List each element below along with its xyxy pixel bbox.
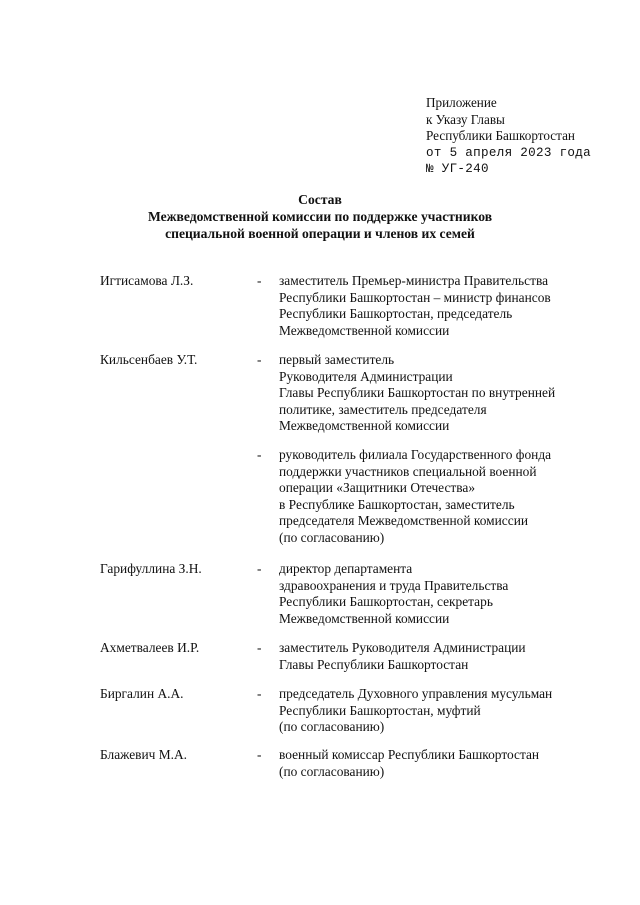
member-name: Ахметвалеев И.Р. bbox=[100, 640, 200, 655]
member-role bbox=[279, 273, 599, 339]
role-line: председатель Духовного управления мусульман bbox=[279, 686, 553, 701]
appendix-line: Приложение bbox=[426, 95, 497, 110]
role-line: директор департамента bbox=[279, 561, 413, 576]
member-dash: - bbox=[257, 640, 262, 655]
role-line: Республики Башкортостан, муфтий bbox=[279, 702, 481, 718]
role-line: операции «Защитники Отечества» bbox=[279, 480, 476, 496]
role-line: Руководителя Администрации bbox=[279, 368, 453, 384]
appendix-line: к Указу Главы bbox=[426, 111, 505, 127]
role-line: первый заместитель bbox=[279, 352, 395, 367]
role-line: Республики Башкортостан – министр финансов bbox=[279, 289, 551, 305]
member-dash: - bbox=[257, 686, 262, 701]
member-dash: - bbox=[257, 447, 262, 462]
member-role bbox=[279, 447, 599, 547]
member-role bbox=[279, 640, 599, 673]
role-line: Главы Республики Башкортостан bbox=[279, 656, 469, 672]
member-name: Гарифуллина З.Н. bbox=[100, 561, 202, 576]
member-role bbox=[279, 747, 599, 780]
role-line: Республики Башкортостан, секретарь bbox=[279, 594, 493, 610]
member-name: Блажевич М.А. bbox=[100, 747, 187, 762]
role-line: Главы Республики Башкортостан по внутренней bbox=[279, 385, 556, 401]
role-line: военный комиссар Республики Башкортостан bbox=[279, 747, 540, 762]
role-line: поддержки участников специальной военной bbox=[279, 463, 537, 479]
member-dash: - bbox=[257, 561, 262, 576]
role-line: (по согласованию) bbox=[279, 763, 385, 779]
document-title bbox=[100, 191, 540, 242]
appendix-number: № УГ-240 bbox=[426, 162, 489, 177]
member-name: Биргалин А.А. bbox=[100, 686, 184, 701]
role-line: (по согласованию) bbox=[279, 719, 385, 735]
member-name: Игтисамова Л.З. bbox=[100, 273, 194, 288]
title-line: Межведомственной комиссии по поддержке участников bbox=[147, 209, 493, 224]
member-dash: - bbox=[257, 273, 262, 288]
appendix-header bbox=[426, 95, 591, 178]
member-dash: - bbox=[257, 352, 262, 367]
role-line: Межведомственной комиссии bbox=[279, 322, 450, 338]
appendix-date: от 5 апреля 2023 года bbox=[426, 145, 592, 160]
role-line: политике, заместитель председателя bbox=[279, 401, 487, 417]
member-role bbox=[279, 352, 599, 435]
role-line: Республики Башкортостан, председатель bbox=[279, 306, 513, 322]
role-line: в Республике Башкортостан, заместитель bbox=[279, 496, 515, 512]
role-line: (по согласованию) bbox=[279, 529, 385, 545]
title-line: Состав bbox=[298, 192, 342, 207]
title-line: специальной военной операции и членов их семей bbox=[165, 226, 475, 241]
appendix-line: Республики Башкортостан bbox=[426, 128, 575, 144]
member-dash: - bbox=[257, 747, 262, 762]
role-line: заместитель Премьер-министра Правительства bbox=[279, 273, 549, 288]
member-role bbox=[279, 686, 599, 736]
member-name: Кильсенбаев У.Т. bbox=[100, 352, 198, 367]
role-line: здравоохранения и труда Правительства bbox=[279, 577, 509, 593]
role-line: председателя Межведомственной комиссии bbox=[279, 513, 529, 529]
role-line: Межведомственной комиссии bbox=[279, 418, 450, 434]
member-role bbox=[279, 561, 599, 627]
role-line: заместитель Руководителя Администрации bbox=[279, 640, 526, 655]
role-line: руководитель филиала Государственного фонда bbox=[279, 447, 552, 462]
role-line: Межведомственной комиссии bbox=[279, 610, 450, 626]
